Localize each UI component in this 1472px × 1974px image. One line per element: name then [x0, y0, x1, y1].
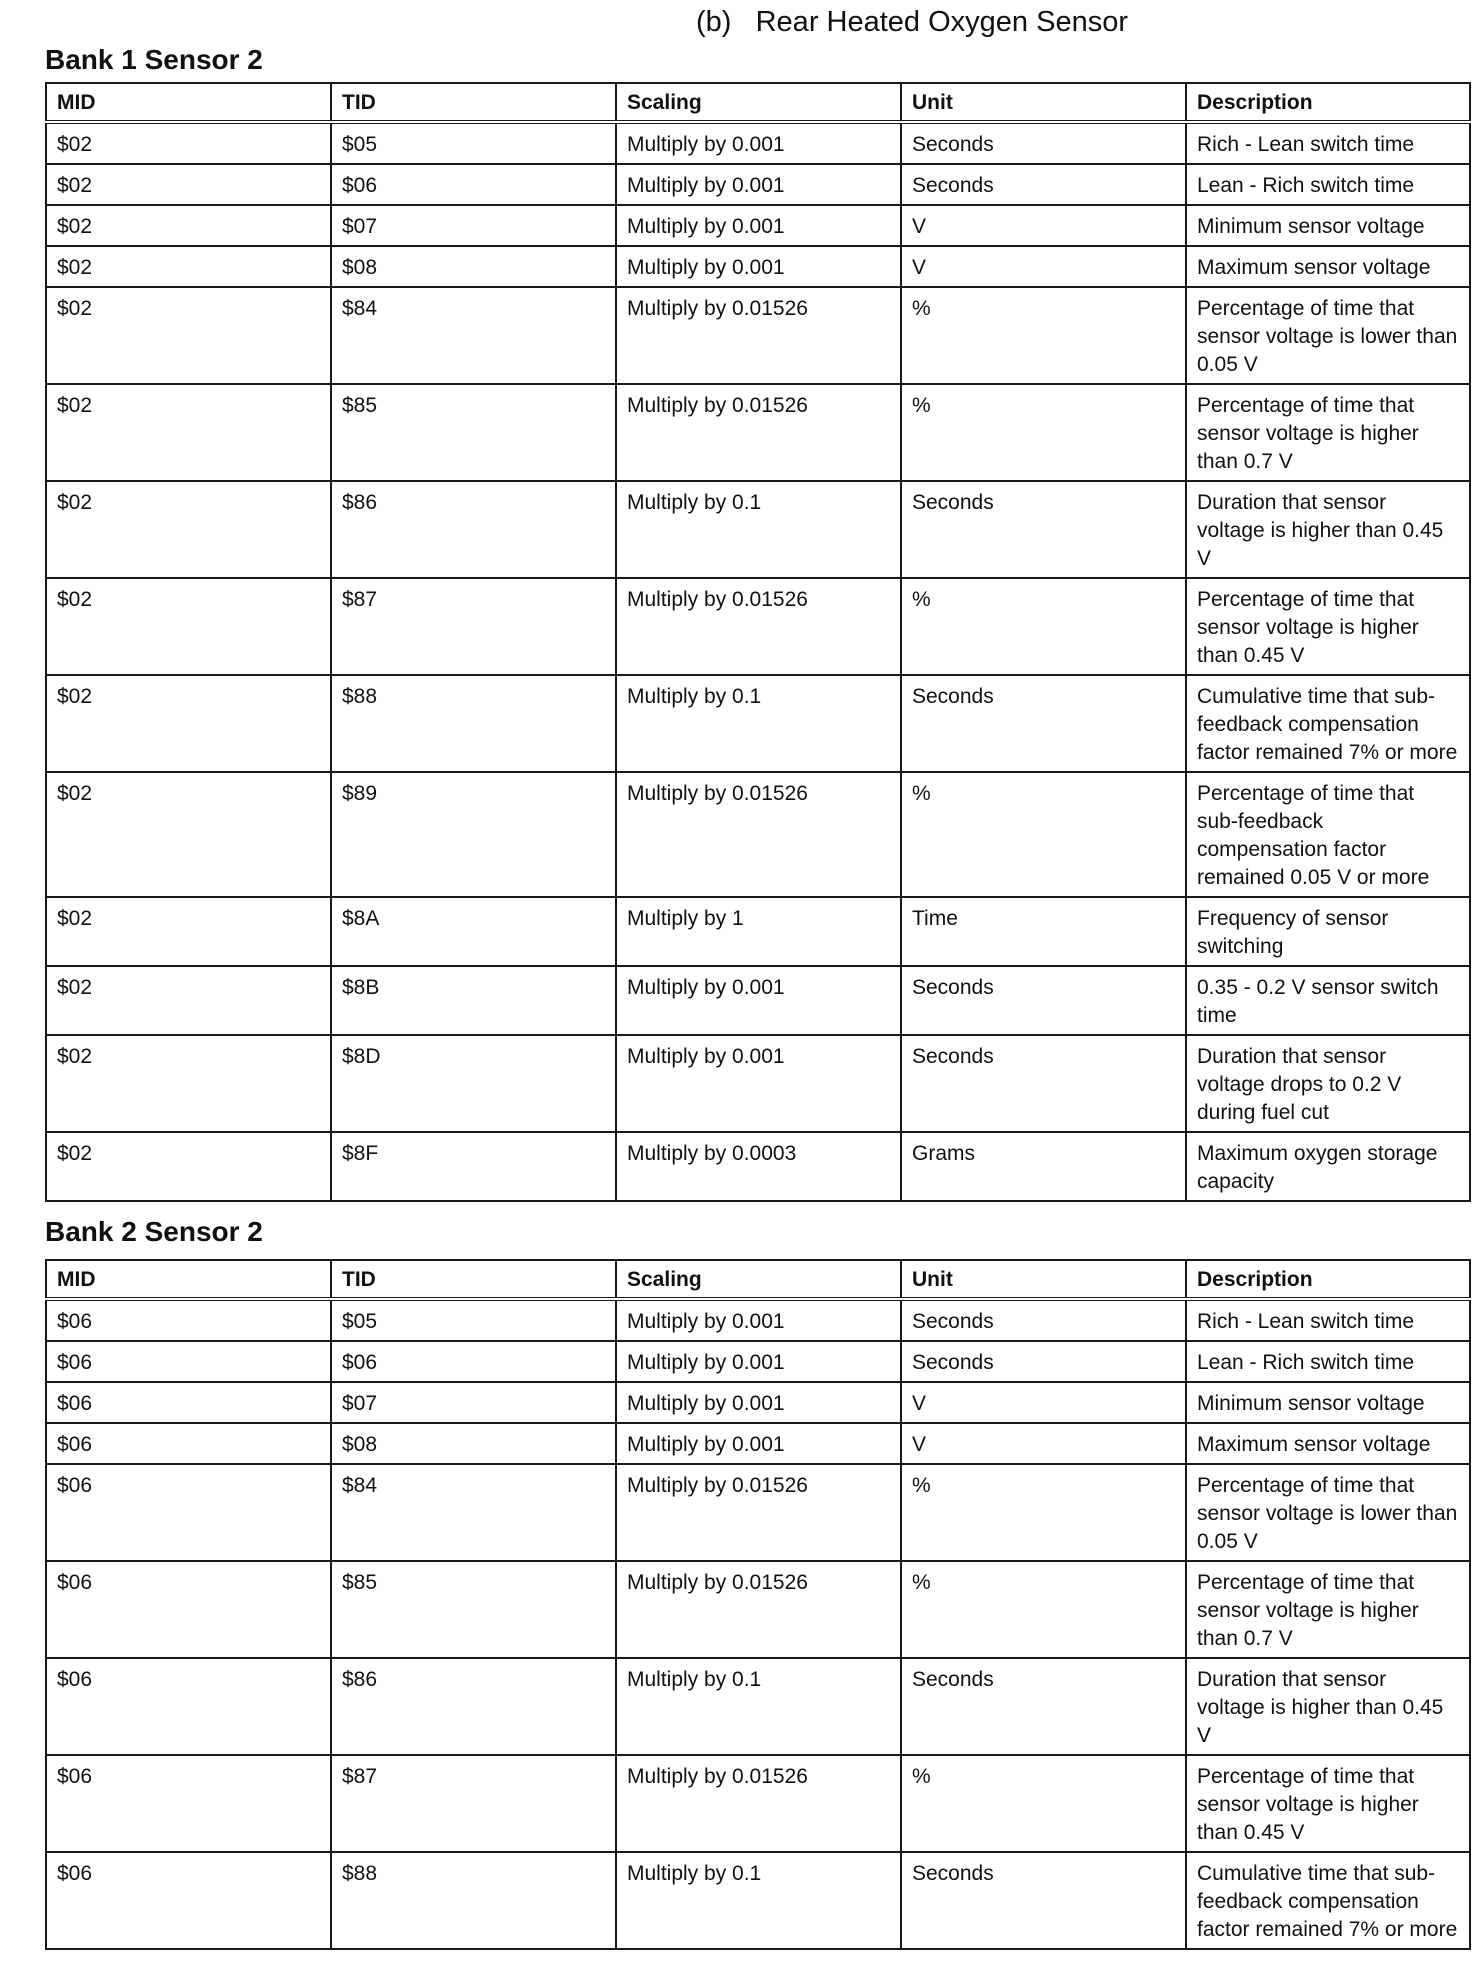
description-cell: Percentage of time that sensor voltage is higher than 0.45 V: [1186, 1755, 1470, 1852]
mid-cell: $02: [46, 246, 331, 287]
mid-cell: $06: [46, 1464, 331, 1561]
scaling-cell: Multiply by 0.01526: [616, 384, 901, 481]
mid-cell: $02: [46, 1132, 331, 1201]
table-row: [46, 164, 1470, 205]
scaling-cell: Multiply by 0.01526: [616, 772, 901, 897]
scaling-cell: Multiply by 0.001: [616, 246, 901, 287]
description-cell: Rich - Lean switch time: [1186, 1299, 1470, 1341]
description-cell: Minimum sensor voltage: [1186, 205, 1470, 246]
scaling-cell: Multiply by 0.001: [616, 205, 901, 246]
column-header-tid: TID: [331, 83, 616, 122]
scaling-cell: Multiply by 0.001: [616, 1423, 901, 1464]
description-cell: 0.35 - 0.2 V sensor switch time: [1186, 966, 1470, 1035]
table-row: [46, 966, 1470, 1035]
scaling-cell: Multiply by 0.001: [616, 164, 901, 205]
description-cell: Rich - Lean switch time: [1186, 122, 1470, 164]
tid-cell: $88: [331, 675, 616, 772]
table-row: [46, 897, 1470, 966]
mid-cell: $02: [46, 966, 331, 1035]
scaling-cell: Multiply by 0.001: [616, 1341, 901, 1382]
tid-cell: $07: [331, 205, 616, 246]
tid-cell: $88: [331, 1852, 616, 1949]
unit-cell: Seconds: [901, 675, 1186, 772]
description-cell: Maximum oxygen storage capacity: [1186, 1132, 1470, 1201]
scaling-cell: Multiply by 0.01526: [616, 1464, 901, 1561]
header-row: [46, 1260, 1470, 1299]
mid-cell: $02: [46, 578, 331, 675]
unit-cell: %: [901, 287, 1186, 384]
header-row: [46, 83, 1470, 122]
scaling-cell: Multiply by 0.01526: [616, 1561, 901, 1658]
mid-cell: $02: [46, 481, 331, 578]
tid-cell: $06: [331, 1341, 616, 1382]
mid-cell: $06: [46, 1852, 331, 1949]
table-row: [46, 1382, 1470, 1423]
column-header-scaling: Scaling: [616, 83, 901, 122]
scaling-cell: Multiply by 0.001: [616, 1035, 901, 1132]
mid-cell: $02: [46, 287, 331, 384]
scaling-cell: Multiply by 0.001: [616, 1299, 901, 1341]
description-cell: Lean - Rich switch time: [1186, 164, 1470, 205]
tid-cell: $08: [331, 1423, 616, 1464]
tid-cell: $8F: [331, 1132, 616, 1201]
page-title: (b) Rear Heated Oxygen Sensor: [696, 6, 1128, 38]
scaling-cell: Multiply by 0.01526: [616, 1755, 901, 1852]
tid-cell: $89: [331, 772, 616, 897]
description-cell: Minimum sensor voltage: [1186, 1382, 1470, 1423]
tid-cell: $8A: [331, 897, 616, 966]
table-row: [46, 1561, 1470, 1658]
bank1-table: [45, 82, 1471, 1202]
tid-cell: $05: [331, 122, 616, 164]
unit-cell: %: [901, 578, 1186, 675]
unit-cell: V: [901, 1423, 1186, 1464]
mid-cell: $02: [46, 772, 331, 897]
table-row: [46, 1299, 1470, 1341]
table-row: [46, 205, 1470, 246]
unit-cell: %: [901, 772, 1186, 897]
unit-cell: %: [901, 1755, 1186, 1852]
tid-cell: $06: [331, 164, 616, 205]
unit-cell: Grams: [901, 1132, 1186, 1201]
mid-cell: $02: [46, 1035, 331, 1132]
mid-cell: $06: [46, 1299, 331, 1341]
column-header-mid: MID: [46, 83, 331, 122]
table-row: [46, 122, 1470, 164]
column-header-unit: Unit: [901, 83, 1186, 122]
tid-cell: $8B: [331, 966, 616, 1035]
scaling-cell: Multiply by 0.0003: [616, 1132, 901, 1201]
tid-cell: $86: [331, 481, 616, 578]
table-row: [46, 1341, 1470, 1382]
unit-cell: Seconds: [901, 122, 1186, 164]
scaling-cell: Multiply by 0.1: [616, 1852, 901, 1949]
mid-cell: $06: [46, 1423, 331, 1464]
description-cell: Maximum sensor voltage: [1186, 246, 1470, 287]
description-cell: Cumulative time that sub-feedback compensation factor remained 7% or more: [1186, 1852, 1470, 1949]
bank2-heading: Bank 2 Sensor 2: [45, 1216, 263, 1247]
column-header-description: Description: [1186, 1260, 1470, 1299]
table-row: [46, 481, 1470, 578]
unit-cell: Seconds: [901, 1035, 1186, 1132]
tid-cell: $84: [331, 287, 616, 384]
bank1-heading: Bank 1 Sensor 2: [45, 44, 263, 75]
table-row: [46, 1852, 1470, 1949]
table-row: [46, 246, 1470, 287]
tid-cell: $07: [331, 1382, 616, 1423]
table-row: [46, 384, 1470, 481]
scaling-cell: Multiply by 0.001: [616, 966, 901, 1035]
description-cell: Percentage of time that sensor voltage is lower than 0.05 V: [1186, 287, 1470, 384]
description-cell: Percentage of time that sensor voltage is higher than 0.45 V: [1186, 578, 1470, 675]
description-cell: Frequency of sensor switching: [1186, 897, 1470, 966]
description-cell: Duration that sensor voltage is higher than 0.45 V: [1186, 1658, 1470, 1755]
unit-cell: Seconds: [901, 164, 1186, 205]
table-row: [46, 675, 1470, 772]
unit-cell: Seconds: [901, 481, 1186, 578]
table-row: [46, 1755, 1470, 1852]
table-row: [46, 1423, 1470, 1464]
unit-cell: Seconds: [901, 1852, 1186, 1949]
tid-cell: $8D: [331, 1035, 616, 1132]
unit-cell: %: [901, 1561, 1186, 1658]
unit-cell: V: [901, 1382, 1186, 1423]
description-cell: Duration that sensor voltage drops to 0.2 V during fuel cut: [1186, 1035, 1470, 1132]
column-header-unit: Unit: [901, 1260, 1186, 1299]
unit-cell: V: [901, 246, 1186, 287]
unit-cell: %: [901, 1464, 1186, 1561]
scaling-cell: Multiply by 0.1: [616, 1658, 901, 1755]
tid-cell: $05: [331, 1299, 616, 1341]
column-header-tid: TID: [331, 1260, 616, 1299]
tid-cell: $85: [331, 1561, 616, 1658]
bank2-table: [45, 1259, 1471, 1950]
description-cell: Percentage of time that sensor voltage is lower than 0.05 V: [1186, 1464, 1470, 1561]
unit-cell: Seconds: [901, 966, 1186, 1035]
description-cell: Percentage of time that sensor voltage is higher than 0.7 V: [1186, 1561, 1470, 1658]
bank2-table-body: [46, 1299, 1470, 1949]
unit-cell: Time: [901, 897, 1186, 966]
table-row: [46, 772, 1470, 897]
description-cell: Duration that sensor voltage is higher than 0.45 V: [1186, 481, 1470, 578]
scaling-cell: Multiply by 1: [616, 897, 901, 966]
unit-cell: Seconds: [901, 1299, 1186, 1341]
table-row: [46, 287, 1470, 384]
mid-cell: $06: [46, 1341, 331, 1382]
unit-cell: Seconds: [901, 1341, 1186, 1382]
tid-cell: $84: [331, 1464, 616, 1561]
mid-cell: $02: [46, 164, 331, 205]
scaling-cell: Multiply by 0.01526: [616, 578, 901, 675]
mid-cell: $02: [46, 675, 331, 772]
scaling-cell: Multiply by 0.001: [616, 1382, 901, 1423]
tid-cell: $08: [331, 246, 616, 287]
column-header-mid: MID: [46, 1260, 331, 1299]
description-cell: Lean - Rich switch time: [1186, 1341, 1470, 1382]
mid-cell: $06: [46, 1382, 331, 1423]
tid-cell: $87: [331, 1755, 616, 1852]
mid-cell: $06: [46, 1658, 331, 1755]
table-row: [46, 1658, 1470, 1755]
table-row: [46, 1132, 1470, 1201]
scaling-cell: Multiply by 0.1: [616, 481, 901, 578]
description-cell: Cumulative time that sub-feedback compensation factor remained 7% or more: [1186, 675, 1470, 772]
description-cell: Maximum sensor voltage: [1186, 1423, 1470, 1464]
table-row: [46, 578, 1470, 675]
bank1-table-body: [46, 122, 1470, 1201]
description-cell: Percentage of time that sub-feedback compensation factor remained 0.05 V or more: [1186, 772, 1470, 897]
tid-cell: $85: [331, 384, 616, 481]
tid-cell: $86: [331, 1658, 616, 1755]
unit-cell: %: [901, 384, 1186, 481]
mid-cell: $02: [46, 897, 331, 966]
scaling-cell: Multiply by 0.01526: [616, 287, 901, 384]
column-header-scaling: Scaling: [616, 1260, 901, 1299]
description-cell: Percentage of time that sensor voltage is higher than 0.7 V: [1186, 384, 1470, 481]
mid-cell: $06: [46, 1561, 331, 1658]
mid-cell: $06: [46, 1755, 331, 1852]
table-row: [46, 1464, 1470, 1561]
unit-cell: V: [901, 205, 1186, 246]
table-row: [46, 1035, 1470, 1132]
tid-cell: $87: [331, 578, 616, 675]
mid-cell: $02: [46, 122, 331, 164]
column-header-description: Description: [1186, 83, 1470, 122]
scaling-cell: Multiply by 0.001: [616, 122, 901, 164]
mid-cell: $02: [46, 384, 331, 481]
mid-cell: $02: [46, 205, 331, 246]
scaling-cell: Multiply by 0.1: [616, 675, 901, 772]
unit-cell: Seconds: [901, 1658, 1186, 1755]
